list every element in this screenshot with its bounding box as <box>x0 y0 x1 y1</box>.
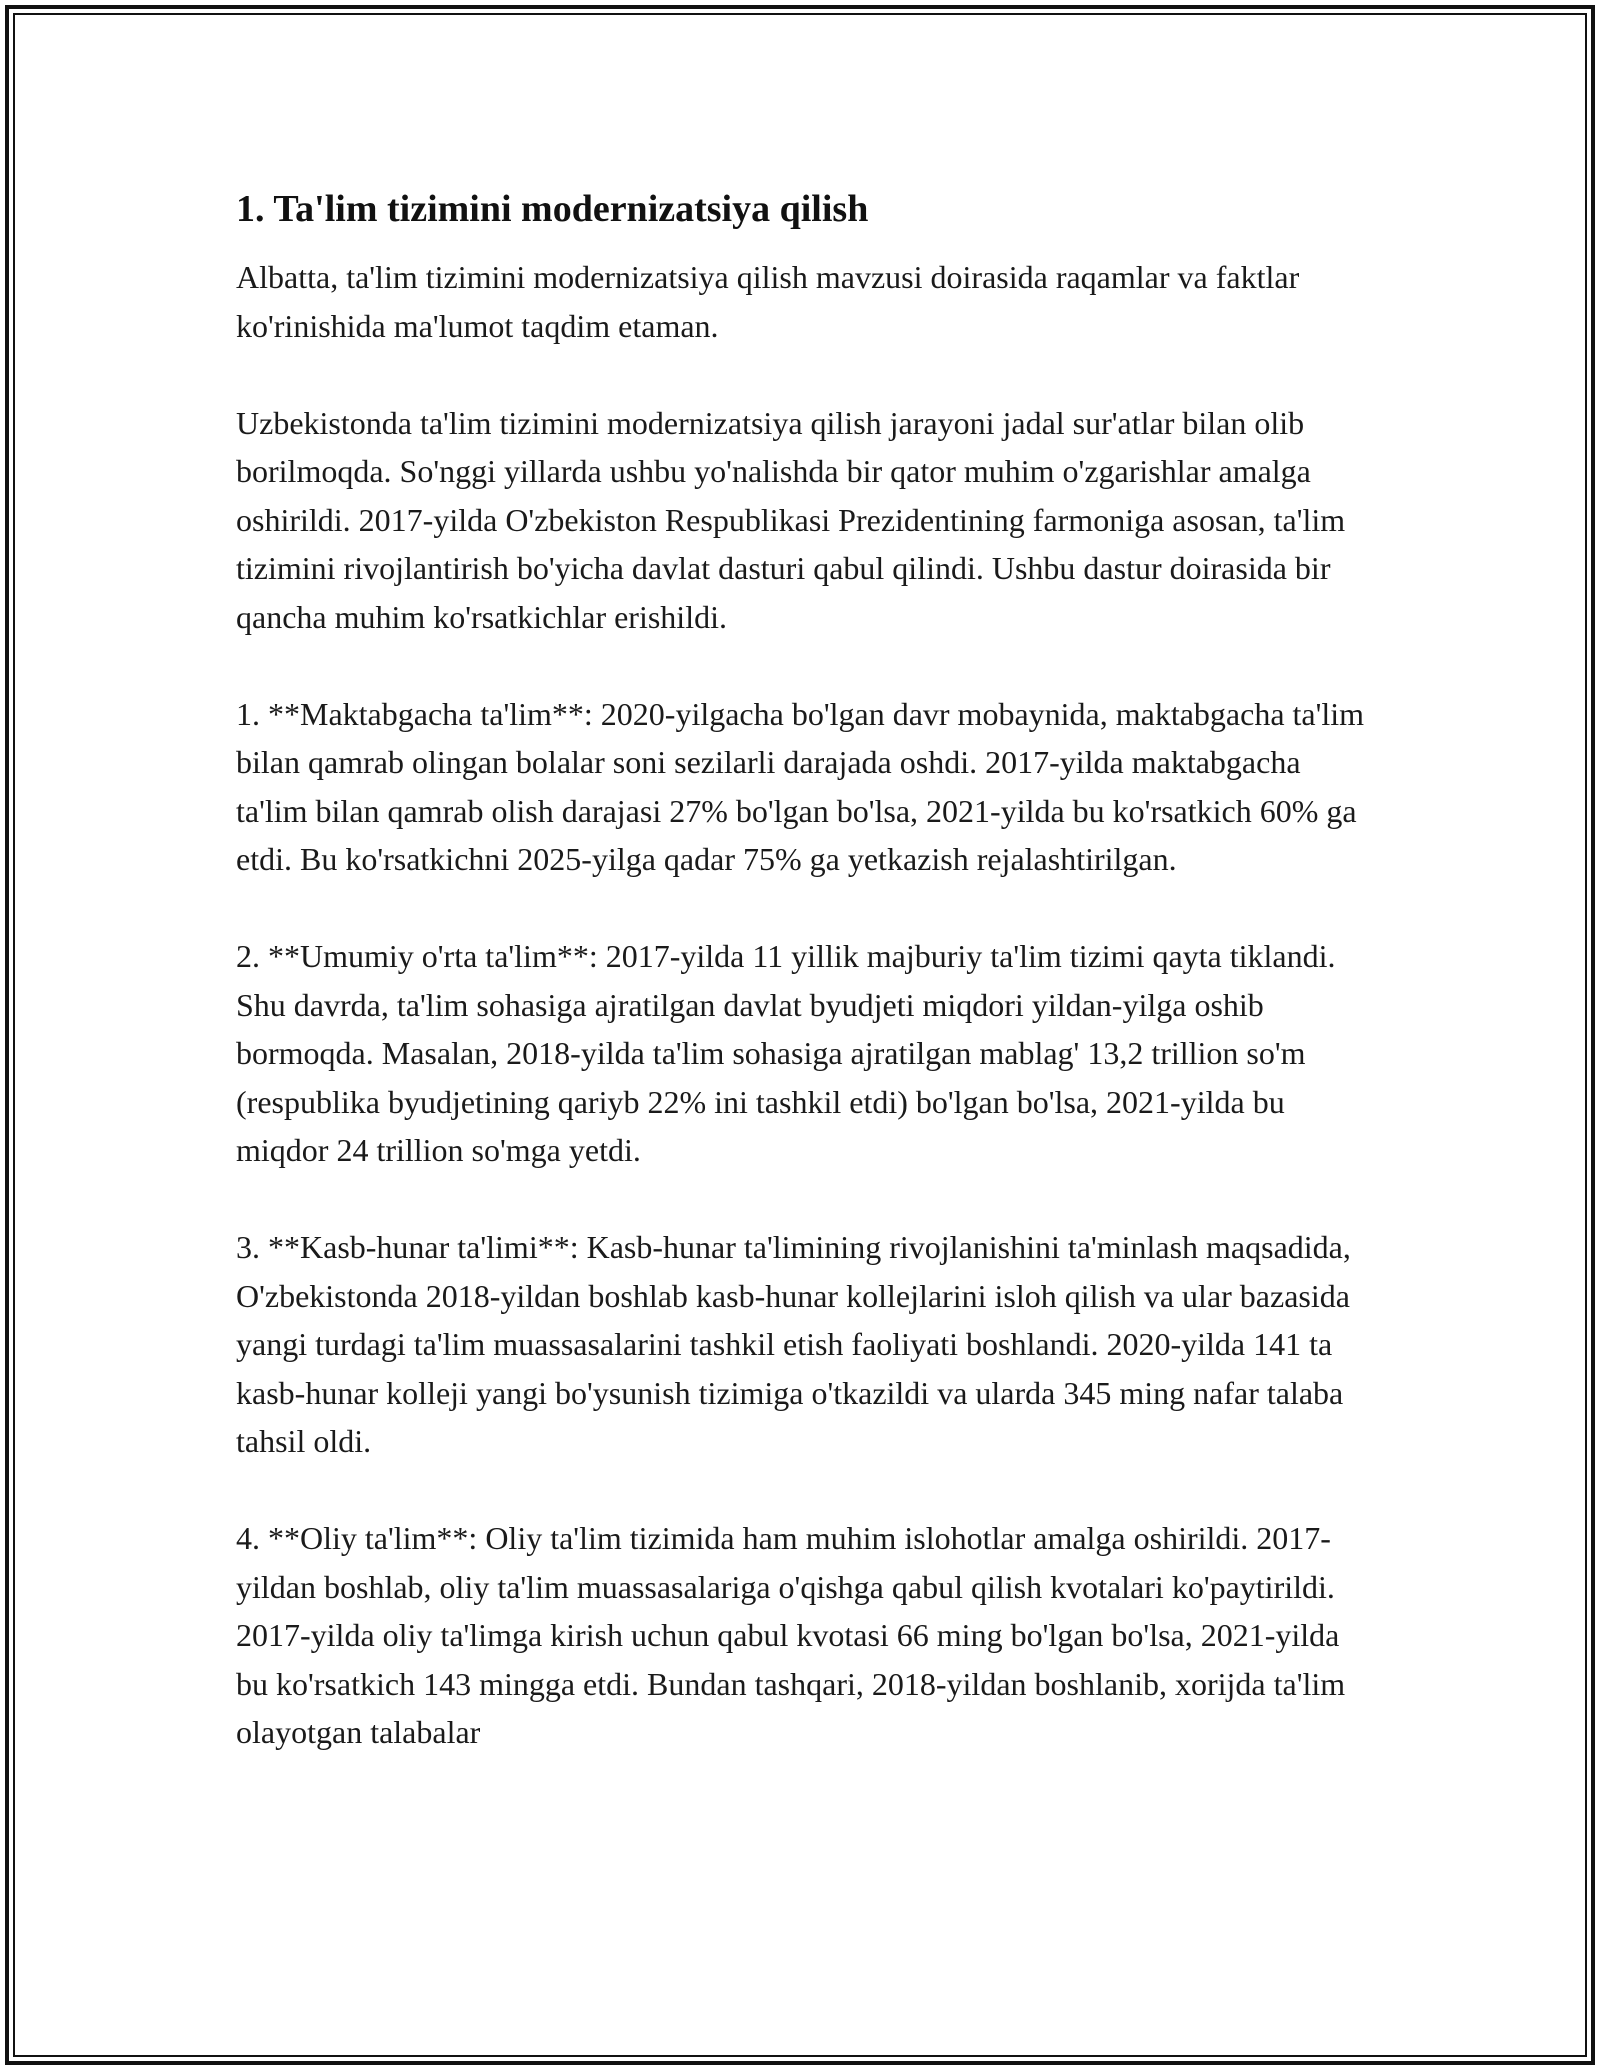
paragraph-higher: 4. **Oliy ta'lim**: Oliy ta'lim tizimida ham muhim islohotlar amalga oshirildi. 2017-yildan boshlab, oliy ta'lim muassasalariga o'qishga qabul qilish kvotalari ko'paytirildi. 2017-yilda oliy ta'limga kirish uchun qabul kvotasi 66 ming bo'lgan bo'lsa, 2021-yilda bu ko'rsatkich 143 mingga etdi. Bundan tashqari, 2018-yildan boshlanib, xorijda ta'lim olayotgan talabalar <box>236 1520 1346 1750</box>
paragraph-secondary: 2. **Umumiy o'rta ta'lim**: 2017-yilda 11 yillik majburiy ta'lim tizimi qayta tiklandi. Shu davrda, ta'lim sohasiga ajratilgan davlat byudjeti miqdori yildan-yilga oshib bormoqda. Masalan, 2018-yilda ta'lim sohasiga ajratilgan mablag' 13,2 trillion so'm (respublika byudjetining qariyb 22% ini tashkil etdi) bo'lgan bo'lsa, 2021-yilda bu miqdor 24 trillion so'mga yetdi. <box>236 938 1336 1168</box>
document-title: 1. Ta'lim tizimini modernizatsiya qilish <box>236 188 869 230</box>
paragraph-preschool: 1. **Maktabgacha ta'lim**: 2020-yilgacha bo'lgan davr mobaynida, maktabgacha ta'lim bilan qamrab olingan bolalar soni sezilarli darajada oshdi. 2017-yilda maktabgacha ta'lim bilan qamrab olish darajasi 27% bo'lgan bo'lsa, 2021-yilda bu ko'rsatkich 60% ga etdi. Bu ko'rsatkichni 2025-yilga qadar 75% ga yetkazish rejalashtirilgan. <box>236 695 1365 877</box>
document-body <box>236 185 1366 1805</box>
paragraph-intro: Albatta, ta'lim tizimini modernizatsiya qilish mavzusi doirasida raqamlar va faktlar ko'rinishida ma'lumot taqdim etaman. <box>236 259 1300 344</box>
paragraph-overview: Uzbekistonda ta'lim tizimini modernizatsiya qilish jarayoni jadal sur'atlar bilan olib borilmoqda. So'nggi yillarda ushbu yo'nalishda bir qator muhim o'zgarishlar amalga oshirildi. 2017-yilda O'zbekiston Respublikasi Prezidentining farmoniga asosan, ta'lim tizimini rivojlantirish bo'yicha davlat dasturi qabul qilindi. Ushbu dastur doirasida bir qancha muhim ko'rsatkichlar erishildi. <box>236 404 1346 635</box>
paragraph-vocational: 3. **Kasb-hunar ta'limi**: Kasb-hunar ta'limining rivojlanishini ta'minlash maqsadida, O'zbekistonda 2018-yildan boshlab kasb-hunar kollejlarini isloh qilish va ular bazasida yangi turdagi ta'lim muassasalarini tashkil etish faoliyati boshlandi. 2020-yilda 141 ta kasb-hunar kolleji yangi bo'ysunish tizimiga o'tkazildi va ularda 345 ming nafar talaba tahsil oldi. <box>236 1229 1351 1459</box>
